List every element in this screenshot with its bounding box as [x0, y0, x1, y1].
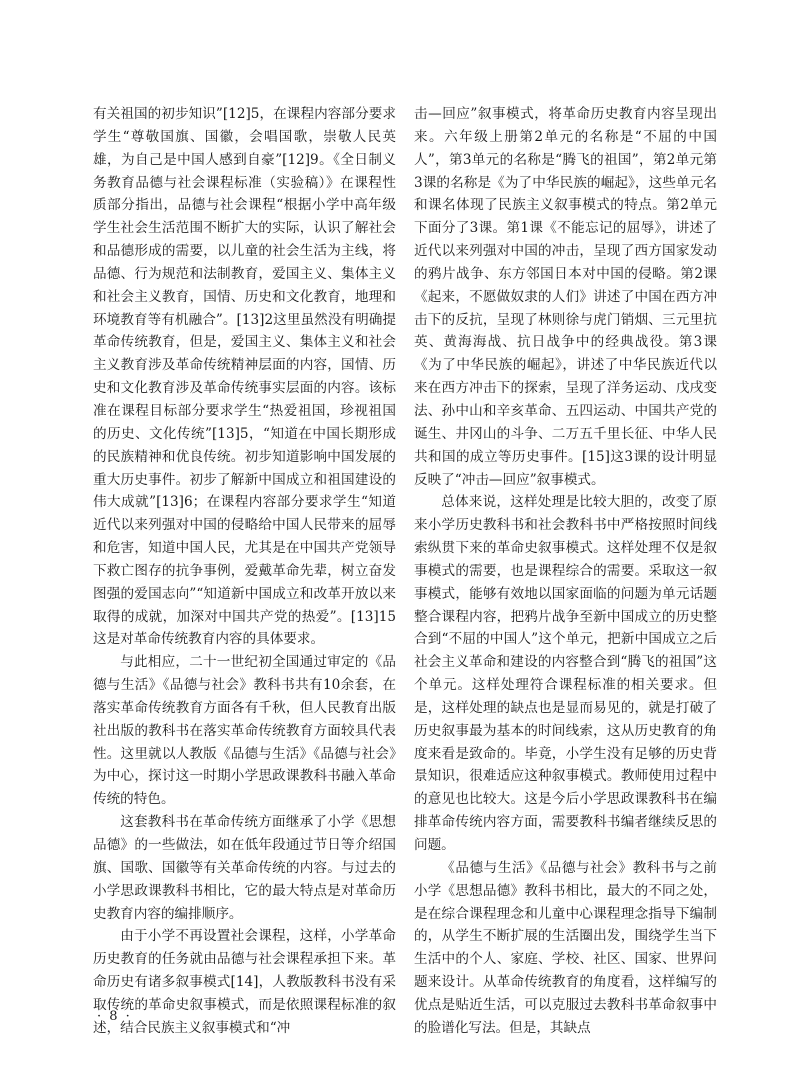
paragraph: 有关祖国的初步知识”[12]5，在课程内容部分要求学生“尊敬国旗、国徽，会唱国歌，崇敬人民英雄，为自己是中国人感到自豪”[12]9。《全日制义务教育品德与社会课程标准（实验稿）》在课程性质部分指出，品德与社会课程“根据小学中高年级学生社会生活范围不断扩大的实际，认识了解社会和品德形成的需要，以儿童的社会生活为主线，将品德、行为规范和法制教育，爱国主义、集体主义和社会主义教育，国情、历史和文化教育，地理和环境教育等有机融合”。[13]2这里虽然没有明确提革命传统教育，但是，爱国主义、集体主义和社会主义教育涉及革命传统精神层面的内容，国情、历史和文化教育涉及革命传统事实层面的内容。该标准在课程目标部分要求学生“热爱祖国，珍视祖国的历史、文化传统”[13]5，“知道在中国长期形成的民族精神和优良传统。初步知道影响中国发展的重大历史事件。初步了解新中国成立和祖国建设的伟大成就”[13]6；在课程内容部分要求学生“知道近代以来列强对中国的侵略给中国人民带来的屈辱和危害，知道中国人民，尤其是在中国共产党领导下救亡图存的抗争事例，爱戴革命先辈，树立奋发图强的爱国志向”“知道新中国成立和改革开放以来取得的成就，加深对中国共产党的热爱”。[13]15这是对革命传统教育内容的具体要求。	[93, 106, 396, 648]
paragraph: 《品德与生活》《品德与社会》教科书与之前小学《思想品德》教科书相比，最大的不同之处，是在综合课程理念和儿童中心课程理念指导下编制的，从学生不断扩展的生活圈出发，围绕学生当下生活中的个人、家庭、学校、社区、国家、世界问题来设计。从革命传统教育的角度看，这样编写的优点是贴近生活，可以克服过去教科书革命叙事中的脸谱化写法。但是，其缺点	[414, 859, 717, 1036]
paragraph: 由于小学不再设置社会课程，这样，小学革命历史教育的任务就由品德与社会课程承担下来。革命历史有诸多叙事模式[14]，人教版教科书没有采取传统的革命史叙事模式，而是依照课程标准的叙述，结合民族主义叙事模式和“冲	[93, 928, 396, 1036]
paragraph: 这套教科书在革命传统方面继承了小学《思想品德》的一些做法，如在低年段通过节日等介绍国旗、国歌、国徽等有关革命传统的内容。与过去的小学思政课教科书相比，它的最大特点是对革命历史教育内容的编排顺序。	[93, 814, 396, 922]
paragraph: 总体来说，这样处理是比较大胆的，改变了原来小学历史教科书和社会教科书中严格按照时间线索纵贯下来的革命史叙事模式。这样处理不仅是叙事模式的需要，也是课程综合的需要。采取这一叙事模式，能够有效地以国家面临的问题为单元话题整合课程内容，把鸦片战争至新中国成立的历史整合到“不屈的中国人”这个单元，把新中国成立之后社会主义革命和建设的内容整合到“腾飞的祖国”这个单元。这样处理符合课程标准的相关要求。但是，这样处理的缺点也是显而易见的，就是打破了历史叙事最为基本的时间线索，这从历史教育的角度来看是致命的。毕竟，小学生没有足够的历史背景知识，很难适应这种叙事模式。教师使用过程中的意见也比较大。这是今后小学思政课教科书在编排革命传统内容方面，需要教科书编者继续反思的问题。	[414, 494, 717, 853]
paragraph: 与此相应，二十一世纪初全国通过审定的《品德与生活》《品德与社会》教科书共有10余套，在落实革命传统教育方面各有千秋，但人民教育出版社出版的教科书在落实革命传统教育方面较具代表性。这里就以人教版《品德与生活》《品德与社会》为中心，探讨这一时期小学思政课教科书融入革命传统的特色。	[93, 654, 396, 808]
paragraph: 击—回应”叙事模式，将革命历史教育内容呈现出来。六年级上册第2单元的名称是“不屈的中国人”，第3单元的名称是“腾飞的祖国”，第2单元第3课的名称是《为了中华民族的崛起》，这些单元名和课名体现了民族主义叙事模式的特点。第2单元下面分了3课。第1课《不能忘记的屈辱》，讲述了近代以来列强对中国的冲击，呈现了西方国家发动的鸦片战争、东方邻国日本对中国的侵略。第2课《起来，不愿做奴隶的人们》讲述了中国在西方冲击下的反抗，呈现了林则徐与虎门销烟、三元里抗英、黄海海战、抗日战争中的经典战役。第3课《为了中华民族的崛起》，讲述了中华民族近代以来在西方冲击下的探索，呈现了洋务运动、戊戌变法、孙中山和辛亥革命、五四运动、中国共产党的诞生、井冈山的斗争、二万五千里长征、中华人民共和国的成立等历史事件。[15]这3课的设计明显反映了“冲击—回应”叙事模式。	[414, 106, 717, 488]
page-number: · 8 ·	[97, 1009, 132, 1024]
right-column	[414, 103, 717, 1040]
left-column	[93, 103, 396, 1040]
